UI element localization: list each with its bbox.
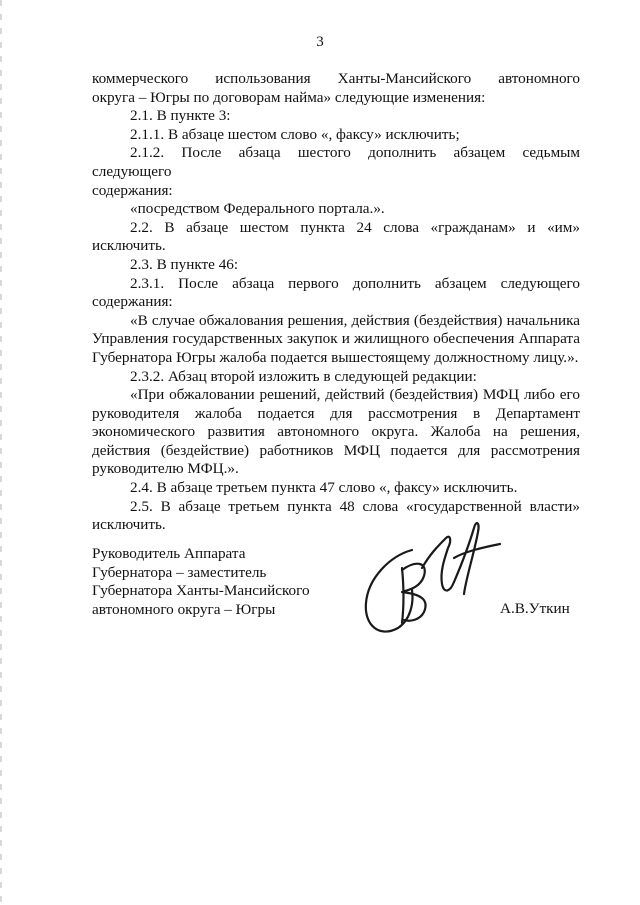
paragraph-line: 2.4. В абзаце третьем пункта 47 слово «, факсу» исключить.	[130, 479, 518, 497]
document-body	[92, 70, 580, 535]
paragraph-line: исключить.	[92, 237, 166, 255]
paragraph-line: «посредством Федерального портала.».	[130, 200, 385, 218]
paragraph-line: 2.1. В пункте 3:	[130, 107, 231, 125]
signatory-title-line: Руководитель Аппарата	[92, 545, 246, 562]
paragraph-line: 2.3. В пункте 46:	[130, 255, 239, 273]
paragraph-line: «В случае обжалования решения, действия (бездействия) начальника	[130, 311, 580, 329]
paragraph-line: 2.1.1. В абзаце шестом слово «, факсу» исключить;	[130, 125, 460, 143]
paragraph-line: 2.1.2. После абзаца шестого дополнить абзацем седьмым следующего	[92, 144, 580, 180]
signatory-title-line: Губернатора Ханты-Мансийского	[92, 582, 310, 600]
handwritten-signature	[350, 508, 510, 658]
paragraph-line: «При обжаловании решений, действий (бездействия) МФЦ либо его	[130, 386, 580, 404]
page-number: 3	[316, 34, 324, 50]
paragraph-line: экономического развития автономного округа. Жалоба на решения,	[92, 423, 580, 441]
paragraph-line: 2.5. В абзаце третьем пункта 48 слова «государственной власти»	[130, 497, 580, 515]
paragraph-line: 2.3.1. После абзаца первого дополнить абзацем следующего	[130, 274, 580, 292]
paragraph-line: округа – Югры по договорам найма» следующие изменения:	[92, 88, 486, 106]
paragraph-line: действия (бездействие) работников МФЦ подается для рассмотрения	[92, 441, 580, 459]
signatory-title	[92, 545, 310, 619]
paragraph-line: Губернатора Югры жалоба подается вышестоящему должностному лицу.».	[92, 348, 579, 366]
paragraph-line: Управления государственных закупок и жилищного обеспечения Аппарата	[92, 330, 580, 348]
signatory-title-line: автономного округа – Югры	[92, 600, 276, 618]
paragraph-line: содержания:	[92, 181, 173, 199]
signatory-title-line: Губернатора – заместитель	[92, 563, 267, 581]
paragraph-line: исключить.	[92, 516, 166, 534]
scan-edge	[0, 0, 2, 905]
paragraph-line: руководителя жалоба подается для рассмотрения в Департамент	[92, 404, 580, 422]
paragraph-line: содержания:	[92, 293, 173, 311]
signatory-name: А.В.Уткин	[500, 600, 570, 617]
paragraph-line: 2.2. В абзаце шестом пункта 24 слова «гражданам» и «им»	[130, 218, 580, 236]
paragraph-line: коммерческого использования Ханты-Мансийского автономного	[92, 70, 580, 87]
paragraph-line: руководителю МФЦ.».	[92, 460, 239, 478]
paragraph-line: 2.3.2. Абзац второй изложить в следующей редакции:	[130, 367, 477, 385]
